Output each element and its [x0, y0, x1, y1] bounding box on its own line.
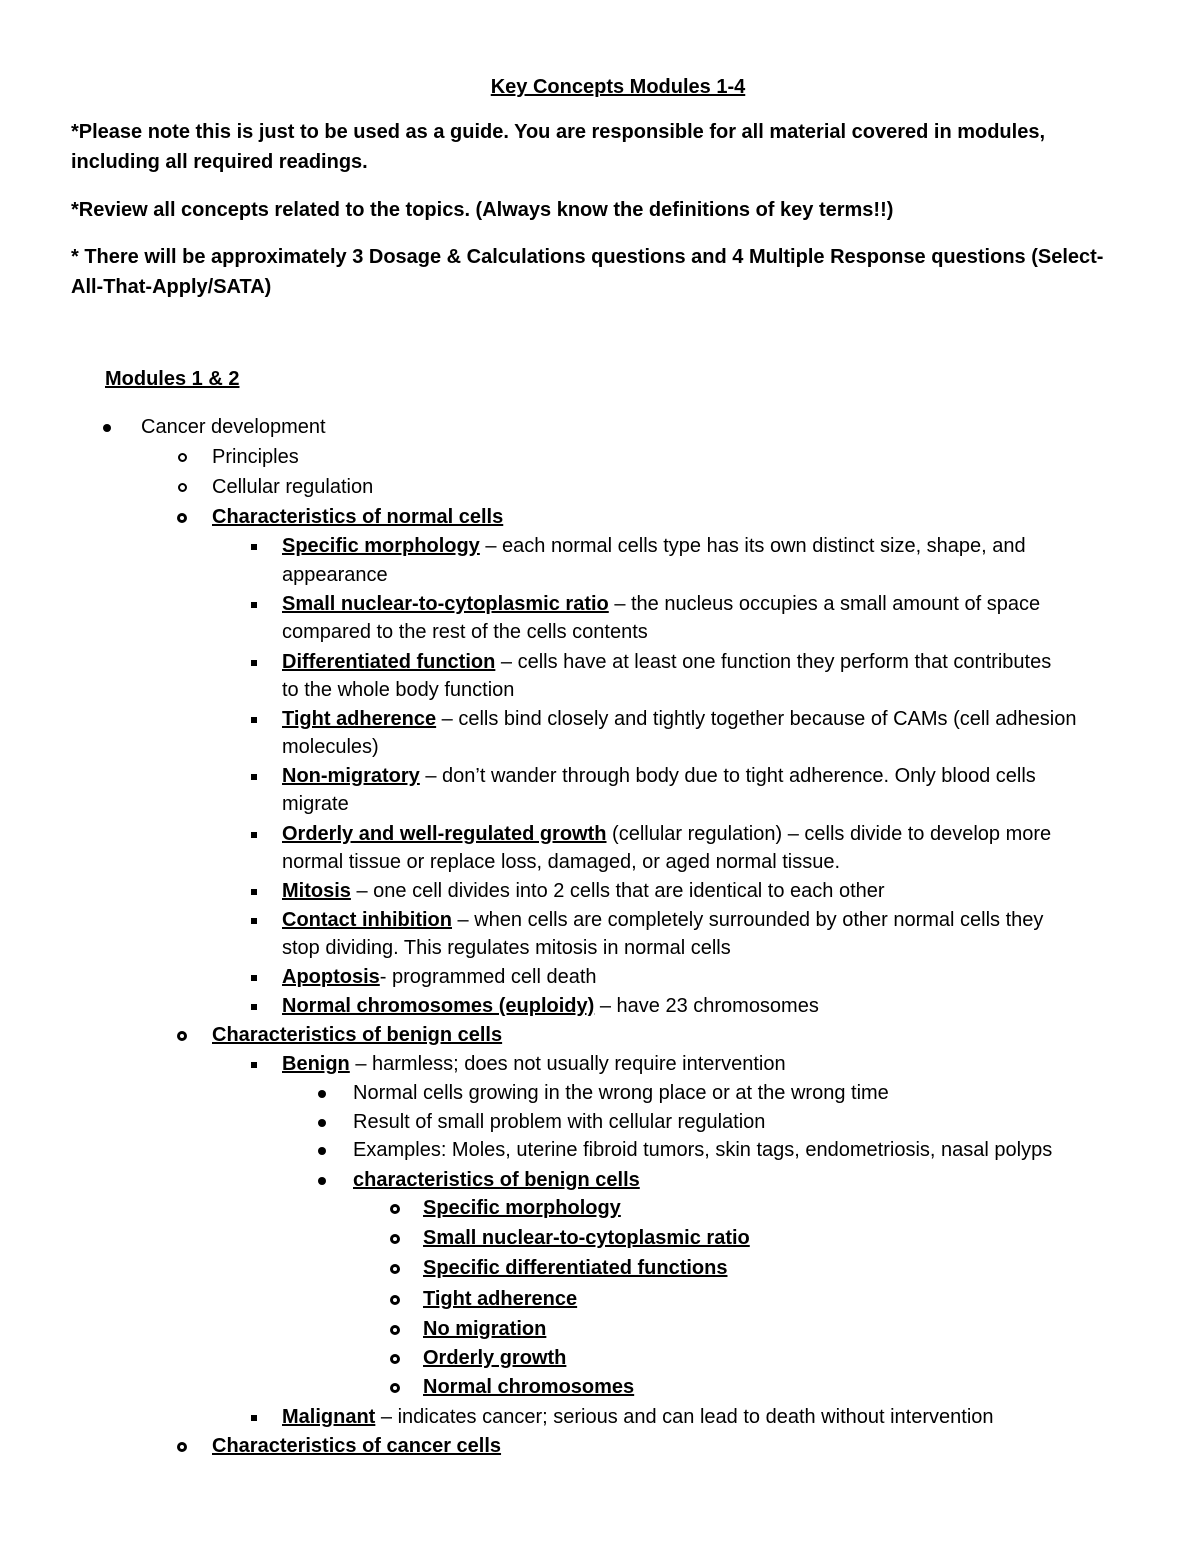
item-benign-examples: Examples: Moles, uterine fibroid tumors, skin tags, endometriosis, nasal polyps: [353, 1139, 1053, 1161]
item-contact-inhibition-cont: stop dividing. This regulates mitosis in normal cells: [282, 937, 731, 959]
item-benign-c5: No migration: [423, 1318, 547, 1340]
bullet-dot: [307, 1079, 337, 1108]
bullet-circle: [380, 1194, 410, 1223]
bullet-circle: [380, 1344, 410, 1373]
item-nuclear-ratio-cont: compared to the rest of the cells contents: [282, 621, 648, 643]
item-mitosis: Mitosis – one cell divides into 2 cells that are identical to each other: [282, 880, 885, 902]
item-benign-c2: Small nuclear-to-cytoplasmic ratio: [423, 1227, 750, 1249]
item-benign-c1: Specific morphology: [423, 1197, 621, 1219]
item-benign-c6: Orderly growth: [423, 1347, 567, 1369]
note-questions: * There will be approximately 3 Dosage & Calculations questions and 4 Multiple Response questions (Select- All-That-Apply/SATA): [71, 246, 1104, 298]
bullet-circle: [167, 503, 197, 532]
note-guide: *Please note this is just to be used as a guide. You are responsible for all material covered in modules, including all required readings.: [71, 121, 1046, 173]
bullet-square: [239, 532, 269, 561]
item-nuclear-ratio: Small nuclear-to-cytoplasmic ratio – the nucleus occupies a small amount of space: [282, 593, 1041, 615]
bullet-circle: [380, 1285, 410, 1314]
document-title: Key Concepts Modules 1-4: [490, 76, 746, 98]
bullet-dot: [92, 413, 122, 442]
item-orderly-growth-cont: normal tissue or replace loss, damaged, or aged normal tissue.: [282, 851, 841, 873]
bullet-dot: [307, 1108, 337, 1137]
item-specific-morphology-cont: appearance: [282, 564, 388, 586]
bullet-square: [239, 906, 269, 935]
bullet-circle: [167, 473, 197, 502]
item-benign-characteristics: characteristics of benign cells: [353, 1169, 640, 1191]
bullet-circle: [380, 1373, 410, 1402]
item-benign-wrong-place: Normal cells growing in the wrong place or at the wrong time: [353, 1082, 889, 1104]
item-benign-c4: Tight adherence: [423, 1288, 578, 1310]
bullet-circle: [167, 443, 197, 472]
bullet-circle: [380, 1224, 410, 1253]
bullet-square: [239, 590, 269, 619]
item-principles: Principles: [212, 446, 299, 468]
bullet-circle: [167, 1021, 197, 1050]
item-benign-cells: Characteristics of benign cells: [212, 1024, 503, 1046]
item-cancer-development: Cancer development: [141, 416, 326, 438]
item-normal-cells: Characteristics of normal cells: [212, 506, 504, 528]
item-malignant: Malignant – indicates cancer; serious and can lead to death without intervention: [282, 1406, 994, 1428]
item-cancer-cells: Characteristics of cancer cells: [212, 1435, 502, 1457]
bullet-square: [239, 820, 269, 849]
bullet-square: [239, 877, 269, 906]
item-specific-morphology: Specific morphology – each normal cells type has its own distinct size, shape, and: [282, 535, 1026, 557]
bullet-circle: [380, 1315, 410, 1344]
item-differentiated-function: Differentiated function – cells have at least one function they perform that contributes: [282, 651, 1052, 673]
bullet-square: [239, 1403, 269, 1432]
section-heading: Modules 1 & 2: [105, 368, 240, 390]
item-non-migratory-cont: migrate: [282, 793, 349, 815]
bullet-square: [239, 963, 269, 992]
bullet-square: [239, 992, 269, 1021]
item-benign-c3: Specific differentiated functions: [423, 1257, 728, 1279]
bullet-square: [239, 648, 269, 677]
note-review: *Review all concepts related to the topics. (Always know the definitions of key terms!!): [71, 199, 894, 221]
item-tight-adherence-cont: molecules): [282, 736, 379, 758]
bullet-square: [239, 762, 269, 791]
item-normal-chromosomes: Normal chromosomes (euploidy) – have 23 chromosomes: [282, 995, 819, 1017]
item-tight-adherence: Tight adherence – cells bind closely and tightly together because of CAMs (cell adhesion: [282, 708, 1077, 730]
bullet-dot: [307, 1136, 337, 1165]
bullet-dot: [307, 1166, 337, 1195]
item-benign: Benign – harmless; does not usually require intervention: [282, 1053, 786, 1075]
item-benign-small-problem: Result of small problem with cellular regulation: [353, 1111, 766, 1133]
item-benign-c7: Normal chromosomes: [423, 1376, 635, 1398]
item-non-migratory: Non-migratory – don’t wander through body due to tight adherence. Only blood cells: [282, 765, 1036, 787]
item-apoptosis: Apoptosis- programmed cell death: [282, 966, 597, 988]
item-differentiated-function-cont: to the whole body function: [282, 679, 515, 701]
bullet-circle: [167, 1432, 197, 1461]
item-cellular-regulation: Cellular regulation: [212, 476, 374, 498]
bullet-square: [239, 1050, 269, 1079]
item-orderly-growth: Orderly and well-regulated growth (cellular regulation) – cells divide to develop more: [282, 823, 1052, 845]
item-contact-inhibition: Contact inhibition – when cells are completely surrounded by other normal cells they: [282, 909, 1044, 931]
bullet-square: [239, 705, 269, 734]
bullet-circle: [380, 1254, 410, 1283]
